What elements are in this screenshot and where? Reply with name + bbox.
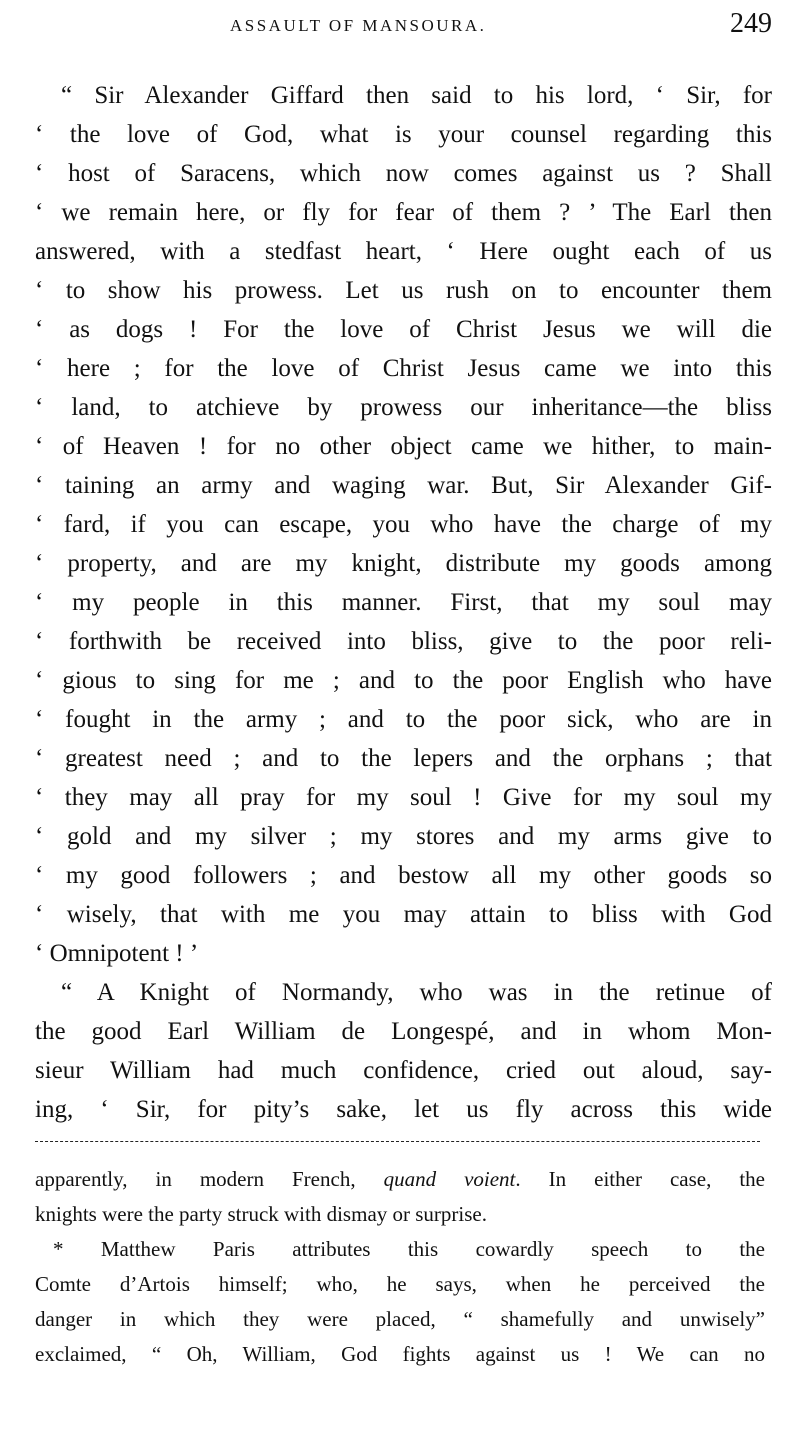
running-title: ASSAULT OF MANSOURA. — [230, 16, 487, 35]
text-line: ‘ fard, if you can escape, you who have the charge of my — [35, 511, 772, 538]
footnote-italic: quand voient — [383, 1167, 516, 1191]
text-line: ‘ my people in this manner. First, that my soul may — [35, 589, 772, 616]
text-line: ‘ wisely, that with me you may attain to bliss with God — [35, 901, 772, 928]
footnote-divider — [35, 1141, 760, 1142]
footnote-text: apparently, in modern French, — [35, 1167, 384, 1191]
text-line: ‘ forthwith be received into bliss, give to the poor reli- — [35, 628, 772, 655]
text-line: ‘ the love of God, what is your counsel regarding this — [35, 121, 772, 148]
text-line: the good Earl William de Longespé, and in whom Mon- — [35, 1018, 772, 1045]
text-line: “ A Knight of Normandy, who was in the retinue of — [61, 979, 772, 1006]
text-line: ‘ greatest need ; and to the lepers and the orphans ; that — [35, 745, 772, 772]
footnotes — [35, 1162, 765, 1372]
text-line: sieur William had much confidence, cried out aloud, say- — [35, 1057, 772, 1084]
text-line: ‘ we remain here, or fly for fear of them ? ’ The Earl then — [35, 199, 772, 226]
text-line: ‘ fought in the army ; and to the poor sick, who are in — [35, 706, 772, 733]
text-line: ‘ of Heaven ! for no other object came we hither, to main- — [35, 433, 772, 460]
text-line: ‘ property, and are my knight, distribute my goods among — [35, 550, 772, 577]
page-header — [35, 4, 772, 44]
text-line: ‘ as dogs ! For the love of Christ Jesus we will die — [35, 316, 772, 343]
text-line: ‘ here ; for the love of Christ Jesus came we into this — [35, 355, 772, 382]
footnote-line: Comte d’Artois himself; who, he says, when he perceived the — [35, 1272, 765, 1296]
footnote-line — [35, 1162, 765, 1197]
text-line: answered, with a stedfast heart, ‘ Here ought each of us — [35, 238, 772, 265]
body-text — [35, 76, 772, 1129]
text-line: ‘ taining an army and waging war. But, Sir Alexander Gif- — [35, 472, 772, 499]
text-line: ‘ to show his prowess. Let us rush on to encounter them — [35, 277, 772, 304]
text-line: ‘ gious to sing for me ; and to the poor English who have — [35, 667, 772, 694]
text-line: ‘ gold and my silver ; my stores and my arms give to — [35, 823, 772, 850]
footnote-line: exclaimed, “ Oh, William, God fights against us ! We can no — [35, 1342, 765, 1366]
text-line: ing, ‘ Sir, for pity’s sake, let us fly across this wide — [35, 1096, 772, 1123]
text-line: ‘ my good followers ; and bestow all my other goods so — [35, 862, 772, 889]
text-line: ‘ host of Saracens, which now comes against us ? Shall — [35, 160, 772, 187]
text-line: ‘ Omnipotent ! ’ — [35, 940, 199, 967]
footnote-line: danger in which they were placed, “ shamefully and unwisely” — [35, 1307, 765, 1331]
page-number: 249 — [730, 8, 772, 39]
text-line: ‘ they may all pray for my soul ! Give for my soul my — [35, 784, 772, 811]
footnote-text: . In either case, the — [515, 1167, 766, 1191]
text-line: ‘ land, to atchieve by prowess our inheritance—the bliss — [35, 394, 772, 421]
text-line: “ Sir Alexander Giffard then said to his lord, ‘ Sir, for — [61, 82, 772, 109]
footnote-line: knights were the party struck with dismay or surprise. — [35, 1202, 487, 1226]
footnote-line: * Matthew Paris attributes this cowardly speech to the — [53, 1237, 765, 1261]
